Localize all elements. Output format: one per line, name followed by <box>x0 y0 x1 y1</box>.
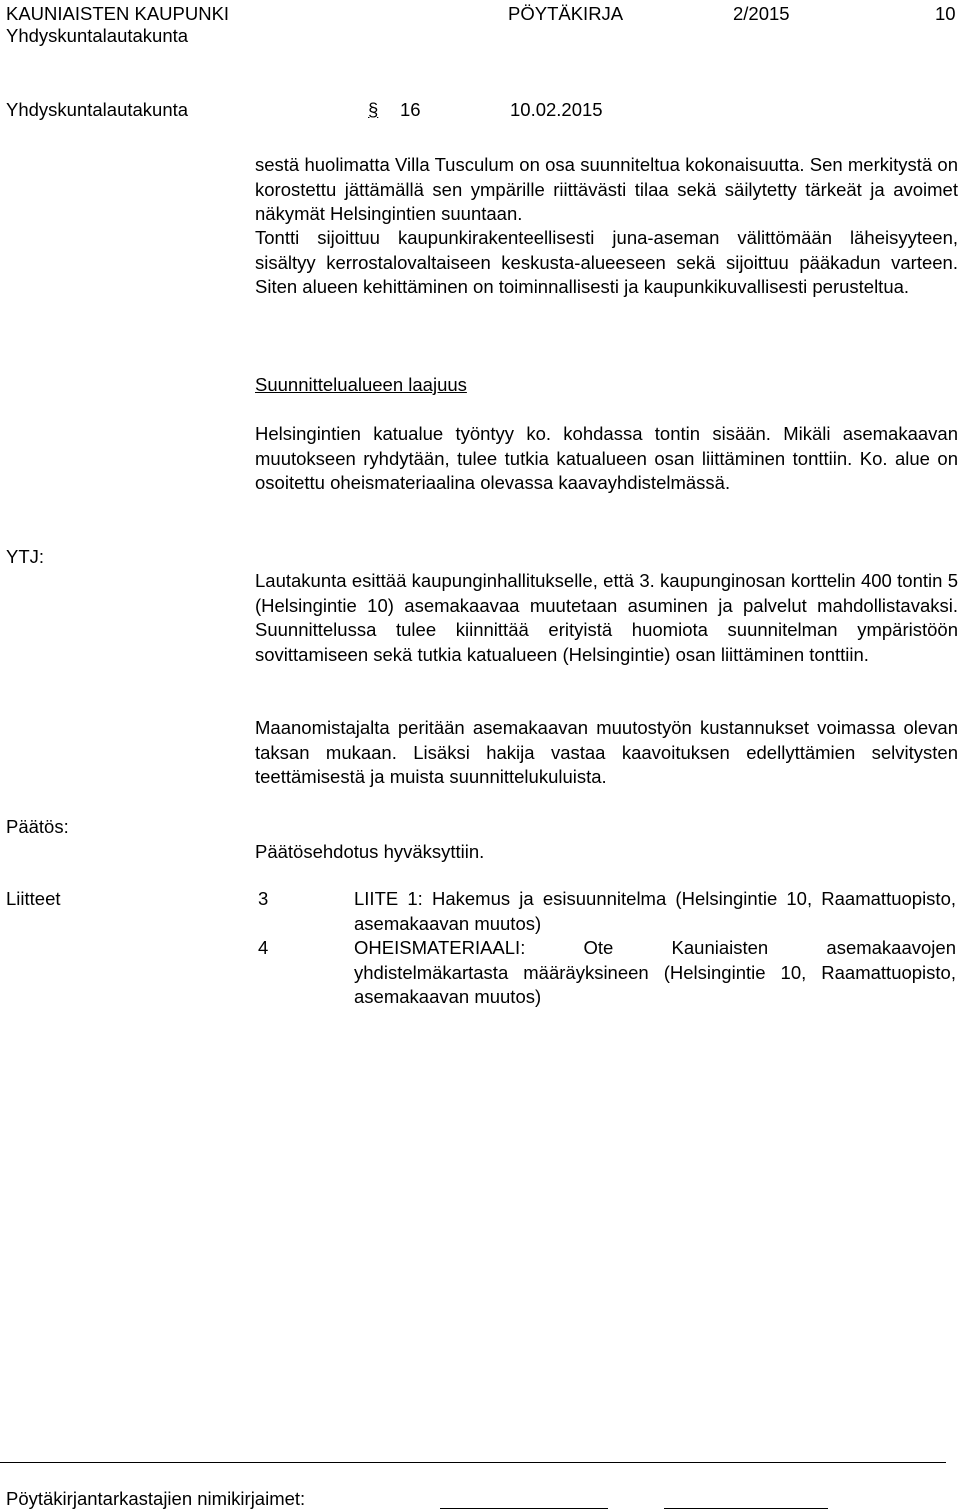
ytj-label: YTJ: <box>6 546 45 567</box>
meeting-date: 10.02.2015 <box>510 99 603 120</box>
document-type: PÖYTÄKIRJA <box>508 3 624 24</box>
attachment-text: LIITE 1: Hakemus ja esisuunnitelma (Helsingintie 10, Raamattuopisto, asemakaavan muutos) <box>354 888 956 934</box>
paragraph-scope: Helsingintien katualue työntyy ko. kohdassa tontin sisään. Mikäli asemakaavan muutokseen ryhdytään, tulee tutkia katualueen osan liittäminen tonttiin. Ko. alue on osoitettu oheismateriaalina olevassa kaavayhdistelmässä. <box>255 423 958 493</box>
paragraph-villa-tusculum: sestä huolimatta Villa Tusculum on osa suunniteltua kokonaisuutta. Sen merkitystä on korostettu jättämällä sen ympärille riittävästi tilaa sekä säilytetty tärkeät ja avoimet näkymät Helsingintien suuntaan. <box>255 154 958 224</box>
section-heading: Suunnittelualueen laajuus <box>255 374 467 395</box>
signature-label: Pöytäkirjantarkastajien nimikirjaimet: <box>6 1488 306 1509</box>
department-name: Yhdyskuntalautakunta <box>6 25 189 46</box>
signature-line <box>440 1508 608 1509</box>
paragraph-costs: Maanomistajalta peritään asemakaavan muutostyön kustannukset voimassa olevan taksan mukaan. Lisäksi hakija vastaa kaavoituksen edellyttämien selvitysten teettämisestä ja muista suunnittelukuluista. <box>255 717 958 787</box>
section-symbol: § <box>368 99 379 120</box>
section-number: 16 <box>400 99 421 120</box>
attachment-text: OHEISMATERIAALI: Ote Kauniaisten asemakaavojen yhdistelmäkartasta määräyksineen (Helsingintie 10, Raamattuopisto, asemakaavan muutos) <box>354 937 956 1007</box>
footer-divider <box>0 1462 946 1463</box>
meeting-body: Yhdyskuntalautakunta <box>6 99 189 120</box>
decision-label: Päätös: <box>6 816 69 837</box>
attachment-number: 4 <box>258 937 269 958</box>
document-number: 2/2015 <box>733 3 790 24</box>
signature-line <box>664 1508 828 1509</box>
organization-name: KAUNIAISTEN KAUPUNKI <box>6 3 230 24</box>
page-number: 10 <box>935 3 956 24</box>
paragraph-proposal: Lautakunta esittää kaupunginhallitukselle, että 3. kaupunginosan korttelin 400 tontin 5 (Helsingintie 10) asemakaavaa muutetaan asuminen ja palvelut mahdollistavaksi. Suunnittelussa tulee kiinnittää erityistä huomiota suunnitelman ympäristöön sovittamiseen sekä tutkia katualueen (Helsingintie) osan liittäminen tonttiin. <box>255 570 958 665</box>
attachments-label: Liitteet <box>6 888 61 909</box>
attachment-number: 3 <box>258 888 269 909</box>
decision-text: Päätösehdotus hyväksyttiin. <box>255 841 485 862</box>
paragraph-location: Tontti sijoittuu kaupunkirakenteellisesti juna-aseman välittömään läheisyyteen, sisältyy kerrostalovaltaiseen keskusta-alueeseen sekä sijoittuu pääkadun varteen. Siten alueen kehittäminen on toiminnallisesti ja kaupunkikuvallisesti perusteltua. <box>255 227 958 297</box>
